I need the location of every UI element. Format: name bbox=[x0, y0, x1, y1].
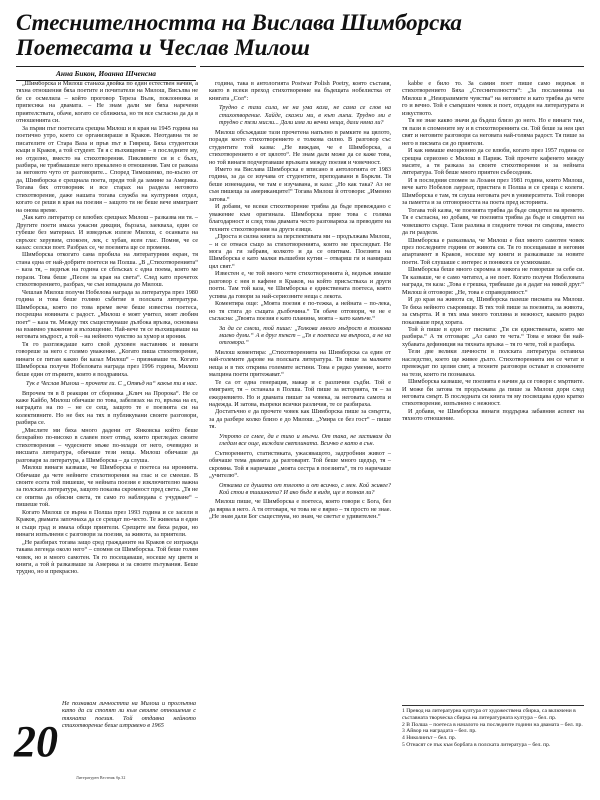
paragraph: година, така в антологията Postwar Polish Poetry, която съставя, както в всеки преход стихотворение на бъдещата нобелистка от книгата „Сол“: bbox=[209, 80, 391, 102]
paragraph: И в последния спомен за Лозаня през 1981 година, които Милош, вече като Нобелов лауреат, пристига в Полша и се среща с колеги. Шимборска е там, тя слуша неговата реч в университета. Той говори за паметта и за отговорността на поета пред историята. bbox=[402, 176, 584, 207]
paragraph: „Мислите ми бяха много дадени от Янковска който беше безкрайно по-високо в славен поет отвъд, които прегледах своите стихотворения – чудесните мъже по-млади от него, очевидно и висшата литература, обичаше тези неща. Милош обичаше да разговаря за литература, а Шимборска – да слуша. bbox=[16, 426, 198, 464]
paragraph: „Чак като литератор се влюбих срещнах Милош – разказва ни тя. – Другите поети имаха ужасни дикции, бързаха, заекваха, един се губеше без материал. И изведнъж излезе Милош, с осанката на свръхес херувим, спокоен, лек, с хубав, ясен глас. Помня, че се казах: селски поет. Разбрах се, че поезията ще се промени. bbox=[16, 214, 198, 251]
paragraph: Известен е, че той много чете стихотворенията ѝ, веднъж имаше разговор с нея в кафене в Краков, на който присъстваха и други поети. Там той каза, че Шимборска е единствената поетеса, която успява да говори за най-сериозните неща с лекота. bbox=[209, 270, 391, 300]
verse: За да се смели, той пише: „Толкова много мъдрост в толкова малко думи.“ А в друг текст – „Тя е поетеса на въпроса, а не на отговора.“ bbox=[219, 324, 391, 347]
paragraph: Сътворението, статистиката, ужасяващото, задгробния живот – обичаше тема двамата да разговарят. Той беше много щедър, тя – скромна. Той я наричаше „моята сестра в поезията“, тя го наричаше „учителю“. bbox=[209, 449, 391, 480]
paragraph: Когато Милош се върна в Полша през 1993 година и се засели в Краков, двамата започнаха да се срещат по-често. Те живееха в един и същи град и имаха общи приятели. Срещите им бяха редки, но винаги изпълнени с разговори за поезия, за живота, за приятели. bbox=[16, 508, 198, 539]
paragraph: Достатъчно е да прочете човек как Шимборска пише за смъртта, за да разбере колко близо е до Милош. „Умира се без гост“ – пише тя. bbox=[209, 408, 391, 431]
paragraph: Тя не знае какво значи да бъдеш близо до него. Но е винаги там, тя пази в спомените му и в стихотворенията си. Той беше за нея цял свят и неговите разговори са неговата най-голяма радост. Тя пише за него в писмата си до приятели. bbox=[402, 117, 584, 147]
paragraph: И добави, че всеки стихотворение трябва да бъде превеждано с уважение към оригинала. Шимборска прие това с голяма благодарност и след това двамата често разговаряха за преводите на техните стихотворения на други езици. bbox=[209, 203, 391, 233]
footnotes bbox=[402, 705, 584, 749]
top-rule bbox=[200, 66, 584, 67]
footnote: 2 В Полша – поетеса в началото на последните години на двамата – бел. пр. bbox=[402, 721, 583, 728]
paragraph: И как нямаше емоционно да се влюби, когато през 1957 година се срещна сериозно с Милош в Париж. Той прочете кафенето между масите, а тя разказа за своите стихотворения и за нейната литература. Той беше много приятен събеседник. bbox=[402, 147, 584, 177]
paragraph: И добави, че Шимборска винаги поддържа забавния аспект на тяхното отношение. bbox=[402, 407, 584, 423]
verse: Трудно с тази сила, не на ума каза, не сама се слов на стихотворение. Хайде, скажи ми, в кът лиеш. Трудно ми е трудно с тези мисли... Дали има ли вечни неща, дали няма ли? bbox=[219, 104, 391, 127]
paragraph: Милош обсъждаше тази прочетена напълно в рамките на цялото, поради което стихотворението е толкова силно. В разговор със студентите той казва: „Не виждам, че е Шимборска, а стихотворението е от цялото“. Не знам дали може да се каже това, но той винаги подчертаваше връзката между поезия и човечност. bbox=[209, 128, 391, 166]
paragraph: Той ѝ пише в едно от писмата: „Ти си единствената, която ме разбира.“ А тя отговаря: „Аз само те чета.“ Това е може би най-хубавата дефиниция на тяхната връзка – тя го чете, той я разбира. bbox=[402, 325, 584, 348]
footnote: 4 Николинът – бел. пр. bbox=[402, 735, 457, 742]
verse: Утрото се смее, да е тихо и мълчи. От така, не заспивам да гледам все още, виждам светлината. Всичко е като в сън. bbox=[219, 432, 391, 448]
verse: Отказва се душата от тялото и от всичко, с мен. Кой живее? Кой стои в тишината? И ако бъде я видя, ще я позная ли? bbox=[219, 481, 391, 497]
pull-quote: Не познавам личността на Милош и проглътна като да си стопят ли към своите отношения с тяхната поезия. Той отдавна нейното стихотворение беше изправено в 1965 bbox=[62, 700, 196, 730]
article-headline: Стеснителността на Вислава Шимборска Поетесата и Чеслав Милош bbox=[16, 10, 462, 60]
paragraph: Името на Вислава Шимборска е вписано в антологията от 1983 година, за да се изучава от студентите, преподавани в Бъркли. Тя беше изненадана, че там е изучавана, и каза: „Но как така? Аз не съм пишеща за американците!“ Тогава Милош ѝ отговори: „Именно затова.“ bbox=[209, 165, 391, 203]
paragraph: kabbe е било то. За самия поет пише само веднъж в стихотворението Бяха „Стеснителността“: „За посланника на Милош в „Неизразимите чувства“ на неговите и като трябва да чете го и вечно. Той е съвършен човек и поет, отдаден на литературата и изкуството. bbox=[402, 80, 584, 117]
paragraph: Шимборска е разказвала, че Милош е бил много самотен човек през последните години от живота си. Тя го посещаваше в неговия апартамент в Краков, носеше му книги и разказваше за новите поети. Той слушаше с интерес и понякога се усмихваше. bbox=[402, 236, 584, 266]
paragraph: Милош коментира: „Стихотворенията на Шимборска са един от най-големите дарове на полската литература. Тя пише за малките неща и в тях открива големите истини. Това е рядко умение, което малцина поети притежават.“ bbox=[209, 348, 391, 379]
paragraph: Те са от една генерация, макар и с различни съдби. Той е емигрант, тя – останала в Полша. Той пише за историята, тя – за ежедневието. Но и двамата пишат за човека, за неговата самота и надежда. И затова, въпреки всички различия, те се разбираха. bbox=[209, 378, 391, 409]
paragraph: Милош пише, че Шимборска е поетеса, която говори с Бога, без да вярва в него. А тя отговаря, че това не е вярно – тя просто не знае. „Не знам дали Бог съществува, но знам, че светът е удивителен.“ bbox=[209, 498, 391, 521]
paragraph: „Проста и силна книга за перспективата ми – продължава Милош, – и се отнася също за стихотворенията, които ме преследват. Не мога да ги забравя, колкото и да се опитвам. Поезията на Шимборска е като малки вълшебни кутии – отваряш ги и намираш цял свят.“ bbox=[209, 233, 391, 270]
paragraph: Коментира още: „Моята поезия е по-тежка, а нейната – по-лека, но тя стига до същата дълбочина.“ Тя обаче отговори, че не е съгласна: „Твоята поезия е като планина, моята – като камъче.“ bbox=[209, 300, 391, 323]
footnote: 3 Айвор на наградата – бел. пр. bbox=[402, 728, 477, 735]
paragraph: Тези две велики личности в полската литература оставиха наследство, което ще живее дълго. Стихотворенията им се четат и превеждат по целия свят, а техните разговори остават в спомените на тези, които ги познаваха. bbox=[402, 348, 584, 378]
paragraph: „Шимборска и Милош станаха двойка по един естествен начин, а тяхна отношения бяха поетите и почитатели на Милош, Висълва не бе се осмелила – който проговор Тереза Вълк, поклонника и припеснка на двамата. – Не знам дали ме бяха наречени приятелствата, обаче, когато се сближиха, но тя все съгласна да да в отношенията си. bbox=[16, 80, 198, 125]
paragraph: Шимборска беше много скромна и никога не говореше за себе си. Тя казваше, че е само читател, а не поет. Когато получи Нобеловата награда, тя каза: „Това е грешка, трябваше да я дадат на някой друг.“ Милош ѝ отговори: „Не, това е справедливост.“ bbox=[402, 266, 584, 296]
paragraph: Шимборска откогато сама пробила на литературния екран, тя стана една от най-добрите поетеси на Полша. „В „Стихотворенията“ – каза тя, – веднъж на година се сблъсках с една поема, която ме порази. Това беше „Песен за края на света“. След като прочетох стихотворението, разбрах, че съм изпаднала до Милош. bbox=[16, 251, 198, 289]
column-3 bbox=[402, 80, 584, 700]
issue-credit: Литературен Вестник бр.32 bbox=[76, 775, 126, 780]
paragraph: Впрочем тя в 8 реакции от сборника „Клич на Пророка“. Не се каже Кайбо, Милош обичаше по това, забелязах на го, връзка на ех, наградата на по – не се сещ, защото те е поезията си на колективните. Но не бях на тях в публикувани своите разговори, разбира се. bbox=[16, 389, 198, 427]
footnote: 5 Отнасят се пък към борбата в полската литература – бел. пр. bbox=[402, 741, 551, 748]
page-number: 20 bbox=[14, 717, 58, 766]
paragraph: „Не разбирах тогава защо сред гражданите на Краков се изгражда такава легенда около него“ – спомня си Шимборска. Той беше голям човек, но и много самотен. Тя го посещаваше, носеше му цветя и книги, а той ѝ разказваше за Америка и за своите пътувания. Беше трудно, но и прекрасно. bbox=[16, 538, 198, 576]
paragraph: Тя го разглеждаше като свой духовен наставник и винаги говореше за него с голямо уважение. „Когато пиша стихотворение, винаги се питам какво би казал Милош“ – признаваше тя. Когато Шимборска получи Нобеловата награда през 1996 година, Милош беше един от първите, които я поздравиха. bbox=[16, 340, 198, 378]
footnote: 1 Превод на литературна култура от художествена сбирка, са включени в съставната творческа сбирка на литературната култура – бел. пр. bbox=[402, 708, 576, 721]
paragraph: Чешлав Милош получи Нобелова награда за литература през 1980 година и това беше голямо събитие в полската литература. Шимборска, която по това време вече беше известна поетеса, посрещна новината с радост. „Милош е моят учител, моят любим поет“ – каза тя. Между тях съществуваше дълбока връзка, основана на взаимно уважение и възхищение. Най-вече тя се възхищаваше на неговата мъдрост, а той – на нейното чувство за хумор и ирония. bbox=[16, 288, 198, 341]
column-2 bbox=[209, 80, 391, 782]
verse: Тук е Чеслав Милош – прочете ги. С „Отвъд ни“ какъв ти в нас. bbox=[26, 380, 198, 388]
paragraph: Шимборска казваше, че поезията е начин да се говори с мъртвите. И може би затова тя продължава да пише за Милош дори след неговата смърт. В последната си книга тя му посвещава едно кратко стихотворение, изпълнено с нежност. bbox=[402, 378, 584, 408]
paragraph: За първи път поетесата срещна Милош и в края на 1945 година на поетично утро, което се организираше в Краков. Неотдавна тя зе писателите от Стара Ваза и пръв път в Гиврещ. Бяха студентски къщи в Краков, а той студент. Тя я с възхищение – в последните му, но отделно, вместо на стихотворения. Пикливите си и с бълх, разбира, не трябвашеше него прекалено в отношения. Там се разказа за неговото чуто от разговорите... Според Тимошенко, по-късно от да, Шимборска е срещнала поета, преди той да замине за Америка. Тогава бях отговорник и все старах на раздела неговото стихотворение, даже нашата тогава служба на културния отдел, когато се реши в края на поезия – защото тя не беше вече имигрант на онова време. bbox=[16, 124, 198, 214]
column-1 bbox=[16, 80, 198, 696]
paragraph: И до края на живота си, Шимборска пазеше писмата на Милош. Те бяха нейното съкровище. В тях той пише за поезията, за живота, за смъртта. И в тях има много топлина и нежност, каквато рядко показваше пред хората. bbox=[402, 296, 584, 326]
paragraph: Тогава той казва, че поезията трябва да бъде свидетел на времето. Тя е съгласна, но добавя, че поезията трябва да бъде и свидетел на човешкото сърце. Тази разлика в гледните точки ги свързва, вместо да ги разделя. bbox=[402, 206, 584, 237]
article-authors: Анна Бикон, Иоанна Шченсна bbox=[16, 66, 196, 81]
paragraph: Милош винаги казваше, че Шимборска е поетеса на иронията. Обичаше да чете нейните стихотворения на глас и се смееше. В своите есета той пишеше, че нейната поезия е изключително важна за полската литература, защото показва скромност пред света. „Тя не се опитва да обясни света, тя само го наблюдава с учудване“ – пишеше той. bbox=[16, 464, 198, 509]
